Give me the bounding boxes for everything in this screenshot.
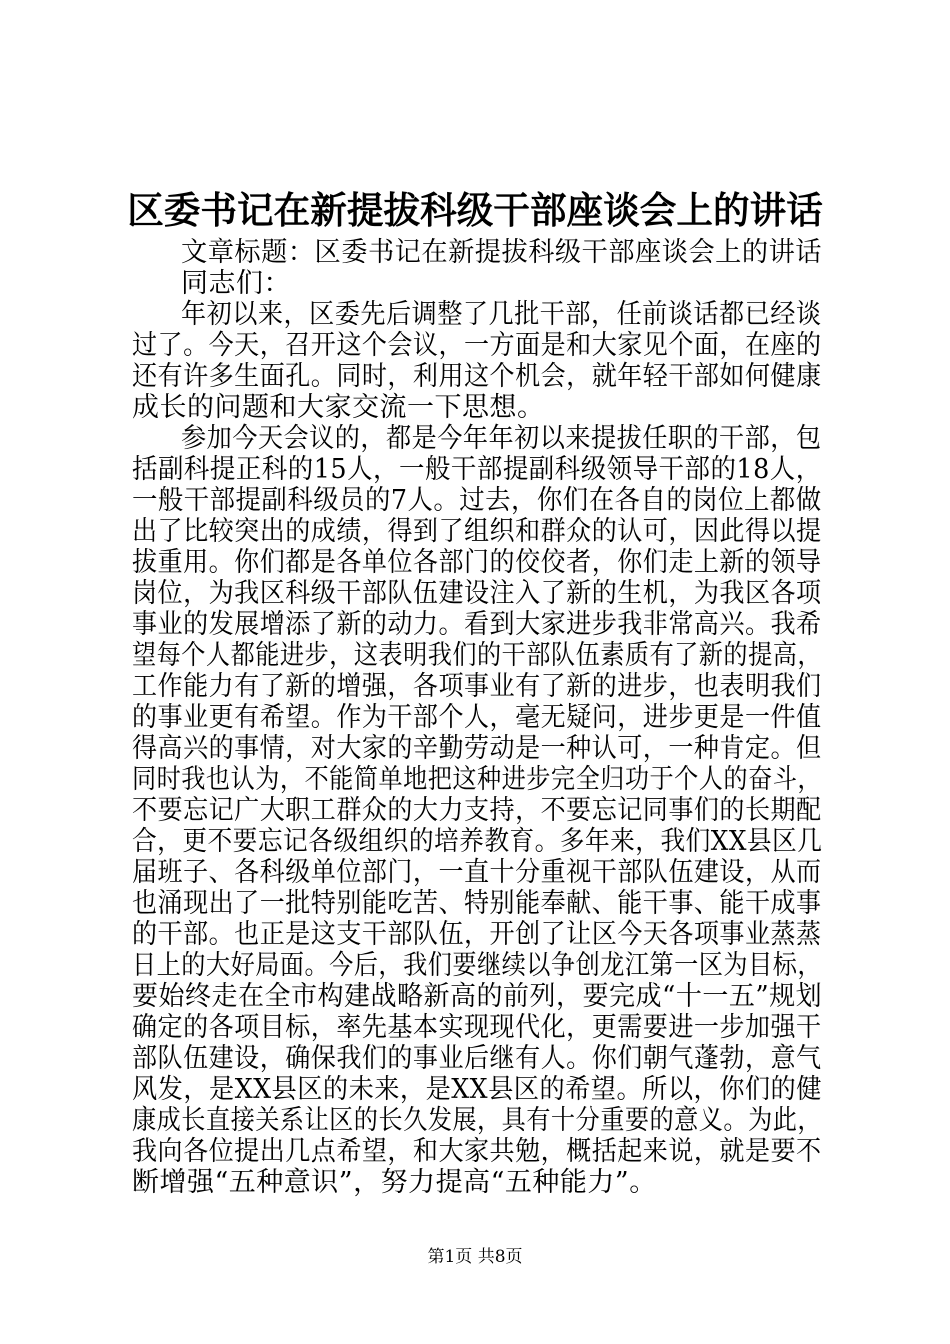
body-line: 日上的大好局面。今后，我们要继续以争创龙江第一区为目标， [132, 950, 822, 981]
body-line: 确定的各项目标，率先基本实现现代化，更需要进一步加强干 [132, 1012, 822, 1043]
body-line: 合，更不要忘记各级组织的培养教育。多年来，我们XX县区几 [132, 826, 823, 857]
body-line: 参加今天会议的，都是今年年初以来提拔任职的干部，包 [181, 423, 822, 454]
body-line: 过了。今天，召开这个会议，一方面是和大家见个面，在座的 [132, 330, 822, 361]
body-line: 一般干部提副科级员的7人。过去，你们在各自的岗位上都做 [132, 485, 822, 516]
body-line: 届班子、各科级单位部门，一直十分重视干部队伍建设，从而 [132, 857, 822, 888]
body-line: 括副科提正科的15人，一般干部提副科级领导干部的18人， [132, 454, 822, 485]
body-line: 的干部。也正是这支干部队伍，开创了让区今天各项事业蒸蒸 [132, 919, 822, 950]
body-line: 的事业更有希望。作为干部个人，毫无疑问，进步更是一件值 [132, 702, 822, 733]
body-line: 成长的问题和大家交流一下思想。 [132, 392, 545, 423]
body-line: 拔重用。你们都是各单位各部门的佼佼者，你们走上新的领导 [132, 547, 822, 578]
body-line: 我向各位提出几点希望，和大家共勉，概括起来说，就是要不 [132, 1136, 822, 1167]
body-line: 事业的发展增添了新的动力。看到大家进步我非常高兴。我希 [132, 609, 822, 640]
body-line: 不要忘记广大职工群众的大力支持，不要忘记同事们的长期配 [132, 795, 822, 826]
body-line: 康成长直接关系让区的长久发展，具有十分重要的意义。为此， [132, 1105, 822, 1136]
body-line: 得高兴的事情，对大家的辛勤劳动是一种认可，一种肯定。但 [132, 733, 822, 764]
body-line: 工作能力有了新的增强，各项事业有了新的进步，也表明我们 [132, 671, 822, 702]
body-line: 岗位，为我区科级干部队伍建设注入了新的生机，为我区各项 [132, 578, 822, 609]
body-line: 同时我也认为，不能简单地把这种进步完全归功于个人的奋斗， [132, 764, 822, 795]
body-line: 望每个人都能进步，这表明我们的干部队伍素质有了新的提高， [132, 640, 822, 671]
salutation: 同志们： [181, 268, 291, 299]
body-line: 还有许多生面孔。同时，利用这个机会，就年轻干部如何健康 [132, 361, 822, 392]
article-title-line: 文章标题：区委书记在新提拔科级干部座谈会上的讲话 [181, 237, 822, 268]
document-title: 区委书记在新提拔科级干部座谈会上的讲话 [127, 188, 823, 232]
page-number-footer: 第1页 共8页 [427, 1247, 523, 1267]
body-line: 要始终走在全市构建战略新高的前列，要完成“十一五”规划 [132, 981, 823, 1012]
body-line: 断增强“五种意识”，努力提高“五种能力”。 [132, 1167, 657, 1198]
body-line: 也涌现出了一批特别能吃苦、特别能奉献、能干事、能干成事 [132, 888, 822, 919]
body-line: 部队伍建设，确保我们的事业后继有人。你们朝气蓬勃，意气 [132, 1043, 822, 1074]
body-line: 年初以来，区委先后调整了几批干部，任前谈话都已经谈 [181, 299, 822, 330]
body-line: 风发，是XX县区的未来，是XX县区的希望。所以，你们的健 [132, 1074, 822, 1105]
body-line: 出了比较突出的成绩，得到了组织和群众的认可，因此得以提 [132, 516, 822, 547]
